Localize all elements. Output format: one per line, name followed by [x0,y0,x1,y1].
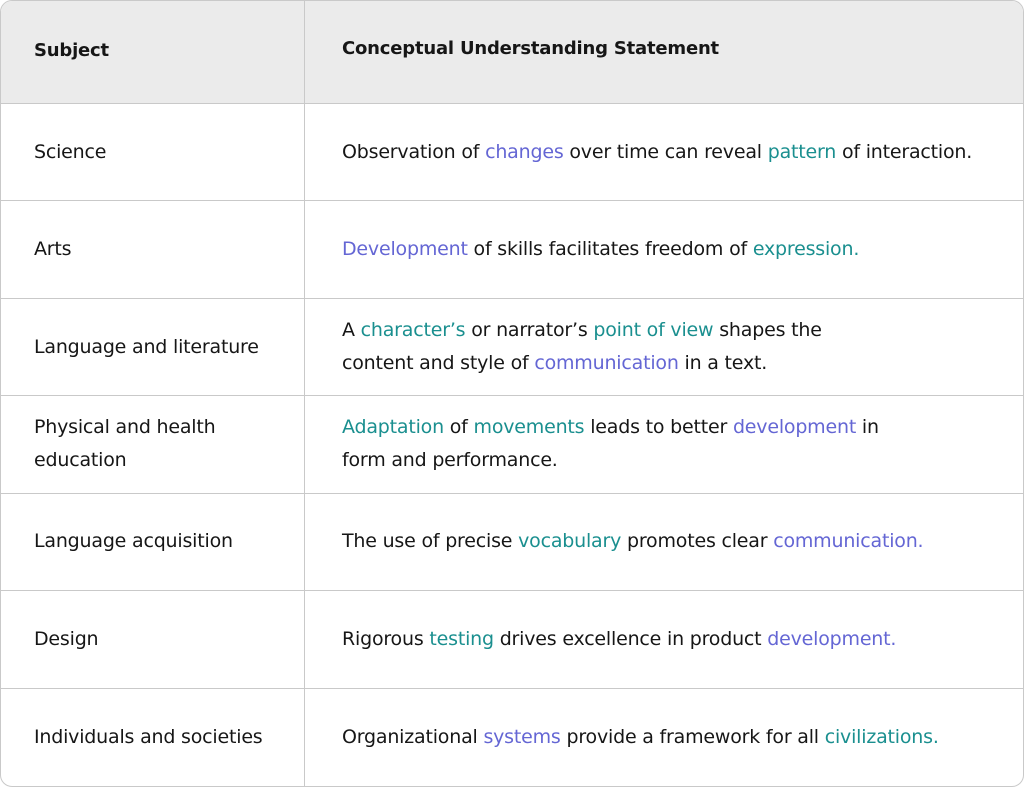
subject-cell-design [1,591,305,688]
highlighted-term: changes [485,140,564,163]
statement-text [342,525,923,558]
subject-label: Language and literature [34,335,259,358]
subject-cell-science [1,104,305,201]
subject-cell-physical-health [1,396,305,493]
statement-cell-language-literature [305,299,1023,396]
statement-cell-individuals-societies [305,689,1023,786]
statement-segment: Rigorous [342,627,430,650]
statement-segment: Organizational [342,725,484,748]
statement-segment: A [342,319,361,342]
statement-segment: of skills facilitates freedom of [467,238,753,261]
statement-text [342,721,939,754]
subject-label: Design [34,627,99,650]
statement-text [342,314,887,380]
highlighted-term: expression. [752,238,860,261]
statement-cell-arts [305,201,1023,298]
highlighted-term: character’s [360,319,466,342]
statement-segment: in a text. [678,352,768,375]
statement-text [342,411,887,477]
highlighted-term: testing [429,627,494,650]
subject-label: Language acquisition [34,530,233,553]
highlighted-term: communication. [773,530,924,553]
statement-segment: provide a framework for all [560,725,825,748]
highlighted-term: civilizations. [824,725,939,748]
highlighted-term: Adaptation [342,416,444,439]
statement-segment: leads to better [584,416,733,439]
statement-segment: of interaction. [836,140,973,163]
header-subject-label: Subject [34,39,109,61]
header-subject [1,1,305,104]
subject-cell-individuals-societies [1,689,305,786]
statement-segment: in form and performance. [342,416,879,472]
statement-cell-science [305,104,1023,201]
subject-label: Physical and health education [34,416,216,472]
statement-cell-language-acquisition [305,494,1023,591]
statement-segment: shapes the content and style of [342,319,822,375]
highlighted-term: Development [342,238,468,261]
highlighted-term: vocabulary [518,530,622,553]
statement-segment: or narrator’s [465,319,594,342]
subject-label: Individuals and societies [34,725,263,748]
statement-segment: Observation of [342,140,486,163]
subject-cell-arts [1,201,305,298]
statement-segment: promotes clear [621,530,774,553]
header-statement [305,1,1023,104]
header-statement-label: Conceptual Understanding Statement [342,37,719,59]
statement-cell-physical-health [305,396,1023,493]
statement-text [342,233,859,266]
statement-text [342,623,896,656]
highlighted-term: development [732,416,857,439]
highlighted-term: pattern [767,140,837,163]
statement-segment: over time can reveal [563,140,768,163]
highlighted-term: point of view [593,319,714,342]
statement-cell-design [305,591,1023,688]
subject-label: Science [34,140,107,163]
statement-segment: drives excellence in product [493,627,768,650]
subject-label: Arts [34,238,72,261]
highlighted-term: movements [473,416,585,439]
statement-segment: of [443,416,474,439]
subject-cell-language-literature [1,299,305,396]
highlighted-term: development. [767,627,897,650]
highlighted-term: communication [534,352,679,375]
statement-segment: The use of precise [342,530,519,553]
subject-cell-language-acquisition [1,494,305,591]
highlighted-term: systems [483,725,561,748]
statement-text [342,136,972,169]
